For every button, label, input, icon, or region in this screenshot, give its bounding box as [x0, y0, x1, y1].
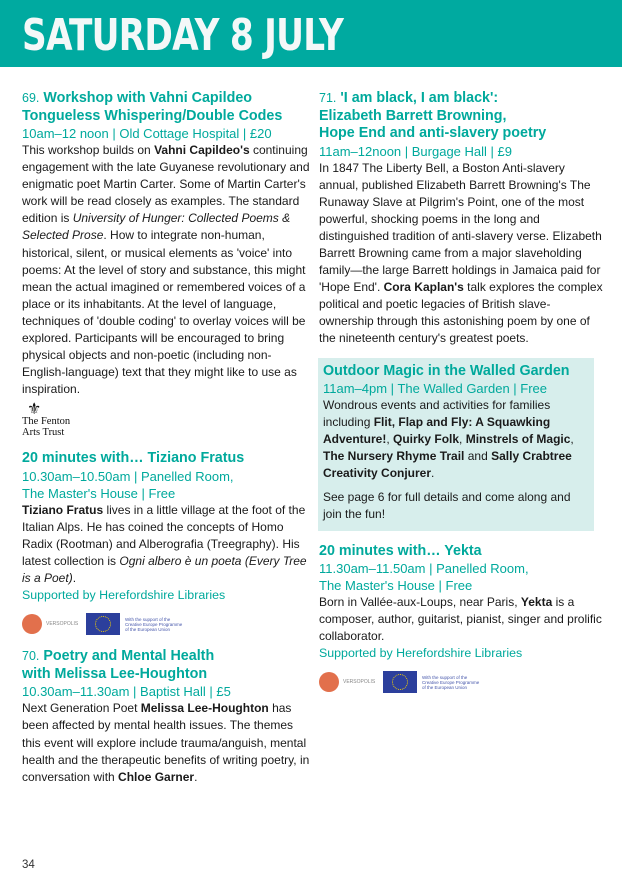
text: . — [194, 769, 198, 784]
logo-text — [22, 417, 70, 438]
text: This workshop builds on — [22, 143, 155, 157]
event-meta: 11am–12noon | Burgage Hall | £9 — [319, 143, 512, 159]
page-number: 34 — [22, 859, 35, 871]
event-title-line: Poetry and Mental Health — [43, 648, 215, 665]
text: continuing engagement with the late Guyanese revolutionary and enigmatic poet Martin Carter. Some of Martin Carter's work will be read closely as examples. The standard edition is — [22, 143, 310, 226]
logo-text-line: The Fenton — [22, 416, 71, 428]
eu-support-text: With the support of the Creative Europe Programme of the European Union — [422, 674, 480, 690]
event-title: Outdoor Magic in the Walled Garden — [323, 362, 570, 379]
text: has been affected by mental health issues. The themes this event will explore include trauma/anguish, mental health and the therapeutic benefits of writing poetry, in conversation with — [22, 701, 310, 784]
text: talk explores the complex political and poetic legacies of British slave-ownership through this astonishing poem by one of the nineteenth century's greatest poets. — [319, 280, 603, 346]
event-description — [22, 142, 312, 398]
logo-text: VERSOPOLIS — [343, 679, 376, 686]
right-column — [319, 90, 604, 706]
eu-support-text: With the support of the Creative Europe Programme of the European Union — [125, 616, 183, 632]
text: . — [72, 571, 77, 586]
text: , — [386, 432, 394, 447]
event-meta — [22, 468, 312, 502]
event-meta: 11am–4pm | The Walled Garden | Free — [323, 381, 548, 397]
eu-flag-icon — [86, 613, 120, 635]
event-number: 71. — [319, 91, 337, 105]
outdoor-magic-box — [318, 358, 594, 531]
event-70 — [22, 648, 312, 785]
meta-line: 11.30am–11.50am | Panelled Room, — [319, 561, 529, 577]
event-title — [22, 648, 312, 683]
support-credit: Supported by Herefordshire Libraries — [319, 646, 523, 661]
speaker-name: Tiziano Fratus — [22, 502, 104, 517]
activity-name: Flit, Flap and Fly: A Squawking Adventure! — [323, 415, 551, 447]
event-title — [319, 90, 604, 143]
event-title — [22, 90, 312, 125]
text: is a composer, author, guitarist, pianist, singer and prolific collaborator. — [319, 595, 602, 644]
text: and — [464, 449, 492, 464]
event-71 — [319, 90, 604, 348]
versopolis-emblem-icon — [319, 672, 339, 692]
fleur-de-lis-icon: ⚜ — [27, 401, 42, 419]
eu-flag-icon — [383, 671, 417, 693]
event-number: 70. — [22, 649, 40, 664]
event-title-line: with Melissa Lee-Houghton — [22, 665, 208, 682]
event-title-line: Workshop with Vahni Capildeo — [43, 90, 253, 106]
event-description — [323, 397, 587, 482]
text: Born in Vallée-aux-Loups, near Paris, — [319, 595, 521, 610]
sponsor-logos — [22, 610, 312, 638]
text: lives in a little village at the foot of the Italian Alps. He has coined the concepts of Homo Radix (Rootman) and Alberografia (Treegraphy). His latest collection is — [22, 502, 306, 569]
event-title-line: Elizabeth Barrett Browning, — [319, 107, 507, 124]
speaker-name: Yekta — [520, 595, 553, 610]
text: , — [570, 432, 574, 447]
left-column — [22, 90, 312, 796]
activity-name: Sally Crabtree Creativity Conjurer — [323, 449, 572, 481]
text: In 1847 The Liberty Bell, a Boston Anti-slavery annual, published Elizabeth Barrett Browning's The Runaway Slave at Pilgrim's Point, one of the most powerful, shocking poems in the long and distinguished tradition of anti-slavery verse. Elizabeth Barrett Browning came from a major slaveholding family—the large Barrett holdings in Jamaica paid for 'Hope End'. — [319, 160, 602, 295]
event-title: 20 minutes with… Yekta — [319, 542, 482, 559]
event-description — [319, 594, 604, 645]
event-title-line: Tongueless Whispering/Double Codes — [22, 107, 283, 124]
speaker-name: Melissa Lee-Houghton — [140, 701, 269, 716]
speaker-name: Cora Kaplan's — [383, 280, 464, 295]
event-tiziano-fratus — [22, 450, 312, 638]
event-number: 69. — [22, 91, 40, 105]
versopolis-emblem-icon — [22, 614, 42, 634]
event-note: See page 6 for full details and come along and join the fun! — [323, 489, 571, 521]
event-meta — [319, 560, 604, 594]
text: . How to integrate non-human, historical, silent, or musical elements as 'voice' into poems: At the level of story and substance, this might mean the actual imagined or remembered voices of a place or its inhabitants. At the level of language, techniques of 'double coding' to overlay voices will be explored. Participants will be encouraged to bring physical objects and non-poetic (including non-English-language) text that they might like to use as inspiration. — [22, 228, 306, 397]
eu-stars-icon — [95, 616, 111, 632]
versopolis-logo — [319, 672, 381, 692]
logo-text-line: Arts Trust — [22, 426, 65, 438]
event-description — [22, 502, 312, 587]
logo-text: VERSOPOLIS — [46, 621, 79, 628]
eu-stars-icon — [392, 674, 408, 690]
event-description — [319, 160, 604, 348]
page-title: SATURDAY 8 JULY — [22, 10, 344, 61]
event-title-line: 'I am black, I am black': — [340, 90, 499, 106]
book-title: University of Hunger: Collected Poems & Selected Prose — [22, 211, 291, 243]
event-title: 20 minutes with… Tiziano Fratus — [22, 450, 245, 467]
meta-line: 10.30am–10.50am | Panelled Room, — [22, 468, 234, 484]
speaker-name: Chloe Garner — [118, 769, 195, 784]
meta-line: The Master's House | Free — [22, 485, 176, 501]
speaker-name: Vahni Capildeo's — [154, 143, 250, 157]
text: , — [459, 432, 466, 447]
event-title-line: Hope End and anti-slavery poetry — [319, 125, 547, 141]
page-header — [0, 0, 622, 67]
event-yekta — [319, 543, 604, 697]
book-title: Ogni albero è un poeta (Every Tree is a Poet) — [22, 554, 307, 586]
activity-name: Minstrels of Magic — [465, 432, 571, 447]
event-description — [22, 700, 312, 785]
activity-name: The Nursery Rhyme Trail — [323, 449, 465, 464]
fenton-arts-trust-logo — [22, 401, 82, 440]
event-69 — [22, 90, 312, 440]
activity-name: Quirky Folk — [393, 432, 460, 447]
sponsor-logos — [319, 668, 604, 696]
versopolis-logo — [22, 614, 84, 634]
event-meta: 10am–12 noon | Old Cottage Hospital | £20 — [22, 126, 272, 141]
text: . — [431, 466, 435, 481]
text: Next Generation Poet — [22, 701, 141, 716]
text: Wondrous events and activities for families including — [323, 398, 551, 430]
event-meta: 10.30am–11.30am | Baptist Hall | £5 — [22, 684, 231, 700]
meta-line: The Master's House | Free — [319, 578, 473, 594]
support-credit: Supported by Herefordshire Libraries — [22, 588, 226, 603]
